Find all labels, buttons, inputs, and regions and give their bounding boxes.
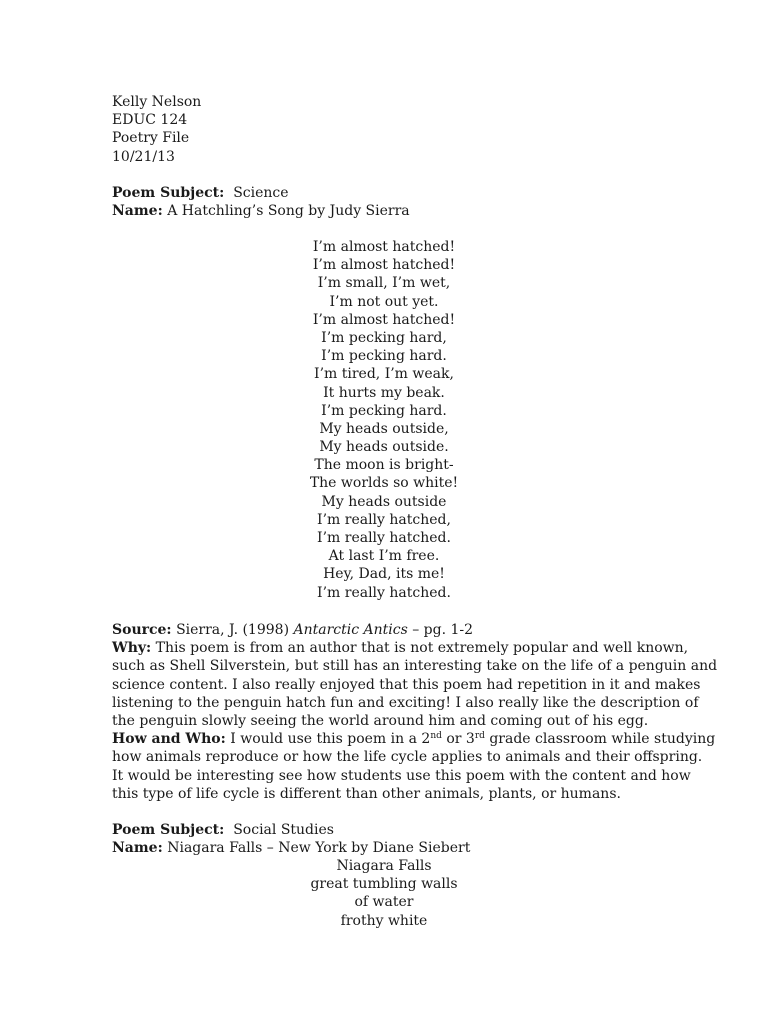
poem-line: I’m really hatched. (317, 530, 451, 546)
poem-line: Hey, Dad, its me! (323, 566, 445, 583)
why-text-line: listening to the penguin hatch fun and exciting! I also really like the description of (112, 694, 699, 711)
entry2-poem (112, 857, 656, 930)
poem-line: I’m almost hatched! (312, 311, 456, 328)
entry2-meta (112, 821, 657, 857)
poem-line: I’m not out yet. (329, 293, 439, 310)
source-title: Antarctic Antics (293, 622, 408, 638)
course-code: EDUC 124 (112, 112, 188, 129)
poem-line: I’m pecking hard, (321, 329, 447, 346)
source-citation: Sierra, J. (1998) (176, 622, 290, 638)
why-text-line: This poem is from an author that is not extremely popular and well known, (155, 640, 689, 657)
how-text-line: this type of life cycle is different than other animals, plants, or humans. (112, 785, 621, 802)
poem-line: My heads outside. (319, 439, 449, 456)
author-name: Kelly Nelson (112, 94, 202, 110)
poem-line: At last I’m free. (328, 548, 440, 565)
document-header (112, 93, 657, 166)
entry1-meta (112, 184, 657, 220)
entry2-subject-label: Poem Subject: (112, 822, 225, 838)
source-line (112, 621, 657, 639)
poem-line: of water (354, 894, 414, 911)
entry1-subject-label: Poem Subject: (112, 185, 225, 201)
poem-line: The worlds so white! (309, 475, 459, 492)
entry1-commentary (112, 621, 718, 803)
how-text-line: It would be interesting see how students use this poem with the content and how (112, 767, 691, 784)
why-text-line: such as Shell Silverstein, but still has an interesting take on the life of a penguin and (112, 658, 718, 675)
how-intro: I would use this poem in a 2 (230, 731, 431, 748)
poem-line: great tumbling walls (310, 876, 458, 893)
entry1-name-line (112, 202, 657, 220)
poem-line: I’m small, I’m wet, (317, 275, 451, 292)
entry2-name-label: Name: (112, 840, 163, 857)
poem-line: It hurts my beak. (323, 384, 445, 401)
assignment-title: Poetry File (112, 130, 190, 147)
document-date: 10/21/13 (112, 148, 175, 165)
poem-line: I’m pecking hard. (321, 402, 447, 419)
entry2-name-line (112, 839, 657, 857)
why-line (112, 639, 689, 657)
entry1-name-label: Name: (112, 203, 163, 220)
how-sup-rd: rd (474, 731, 485, 742)
entry2-subject-line (112, 821, 657, 839)
entry1-poem (112, 238, 656, 602)
source-pages: – pg. 1-2 (412, 622, 474, 638)
source-label: Source: (112, 622, 172, 638)
how-line (112, 730, 716, 748)
entry2-subject: Social Studies (233, 822, 334, 838)
why-text-line: science content. I also really enjoyed that this poem had repetition in it and makes (112, 676, 701, 693)
poem-line: I’m really hatched, (317, 511, 451, 528)
poem-line: I’m pecking hard. (321, 348, 447, 365)
how-sup-nd: nd (430, 731, 442, 742)
poem-line: frothy white (340, 912, 428, 929)
poem-line: My heads outside (321, 493, 447, 510)
entry2-name: Niagara Falls – New York by Diane Siebert (167, 840, 471, 857)
how-mid: or 3 (446, 731, 475, 748)
why-text-line: the penguin slowly seeing the world around him and coming out of his egg. (112, 712, 649, 729)
why-label: Why: (112, 640, 152, 657)
entry1-name: A Hatchling’s Song by Judy Sierra (167, 203, 410, 220)
how-label: How and Who: (112, 731, 226, 748)
poem-line: I’m really hatched. (317, 584, 451, 601)
how-text-line: how animals reproduce or how the life cycle applies to animals and their offspring. (112, 749, 703, 766)
entry1-subject: Science (233, 185, 289, 201)
poem-line: I’m almost hatched! (312, 257, 456, 274)
how-rest: grade classroom while studying (489, 731, 716, 748)
poem-line: I’m tired, I’m weak, (314, 366, 454, 383)
poem-line: My heads outside, (319, 420, 449, 437)
entry1-subject-line (112, 184, 657, 202)
poem-line: The moon is bright- (314, 457, 454, 474)
poem-line: I’m almost hatched! (312, 239, 456, 255)
poem-line: Niagara Falls (336, 858, 432, 874)
